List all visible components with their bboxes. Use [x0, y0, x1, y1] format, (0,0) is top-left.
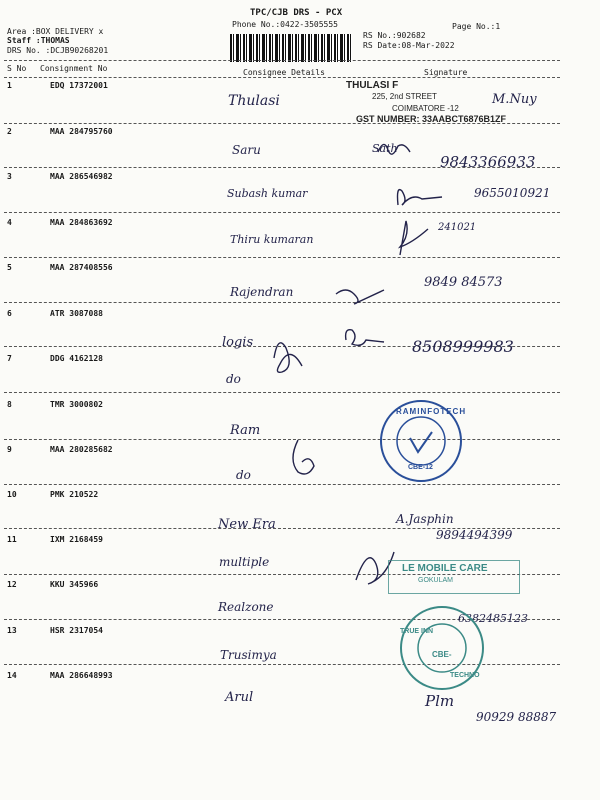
row-10-consignment: PMK 210522 [50, 490, 99, 499]
signature-note-14a: Plm [425, 692, 455, 710]
row-14-consignment: MAA 286648993 [50, 671, 113, 680]
consignee-name-9a: Ram [230, 423, 261, 438]
rs-date: RS Date:08-Mar-2022 [363, 41, 455, 50]
signature-note-1: M.Nuy [492, 92, 537, 107]
consignee-name-9b: do [236, 468, 251, 482]
staff-field: Staff :THOMAS [7, 36, 70, 45]
true-innovation-ring-text: TRUE INN [400, 628, 434, 635]
mobile-care-subtitle: GOKULAM [418, 577, 454, 584]
signature-note-2b: 9843366933 [440, 153, 536, 171]
column-header-sno: S No [7, 64, 27, 73]
thulasi-stamp-gst: GST NUMBER: 33AABCT6876B1ZF [356, 114, 507, 124]
consignee-name-1: Thulasi [228, 93, 280, 109]
signature-note-10a: A.Jasphin [396, 512, 454, 526]
scribble-row2 [378, 144, 410, 154]
thulasi-stamp-address: 225, 2nd STREET [372, 92, 437, 101]
column-header-consignment: Consignment No [40, 64, 108, 73]
row-4-consignment: MAA 284863692 [50, 218, 113, 227]
row-14-sno: 14 [7, 671, 17, 680]
true-innovation-code: CBE- [432, 650, 452, 659]
document-title: TPC/CJB DRS - PCX [250, 8, 343, 18]
consignee-name-11: multiple [219, 555, 270, 569]
row-11-sno: 11 [7, 535, 17, 544]
row-3-sno: 3 [7, 172, 12, 181]
scribble-row6 [274, 343, 302, 372]
mobile-care-title: LE MOBILE CARE [402, 563, 488, 574]
page-number: Page No.:1 [452, 22, 501, 31]
row-6-sno: 6 [7, 309, 12, 318]
row-4-sno: 4 [7, 218, 12, 227]
scribble-row6b [346, 330, 384, 346]
consignee-name-3: Subash kumar [227, 187, 308, 200]
row-8-consignment: TMR 3000802 [50, 400, 103, 409]
row-2-consignment: MAA 284795760 [50, 127, 113, 136]
phone-number: Phone No.:0422-3505555 [232, 20, 338, 29]
row-10-sno: 10 [7, 490, 17, 499]
signature-note-6: 8508999983 [412, 337, 514, 356]
rs-number: RS No.:902682 [363, 31, 426, 40]
consignee-name-4: Thiru kumaran [230, 233, 314, 246]
raminfotech-code: CBE-12 [408, 464, 433, 471]
signature-note-3: 9655010921 [474, 186, 551, 200]
column-header-signature: Signature [424, 68, 468, 77]
thulasi-stamp-city: COIMBATORE -12 [392, 104, 459, 113]
row-7-consignment: DDG 4162128 [50, 354, 103, 363]
true-innovation-ring-text-2: TECHNO [450, 672, 480, 679]
consignee-name-6: logis [222, 335, 254, 350]
consignee-name-7: do [226, 372, 241, 386]
raminfotech-ring-text: RAMINFOTECH [396, 407, 467, 416]
row-11-consignment: IXM 2168459 [50, 535, 103, 544]
signature-note-5: 9849 84573 [424, 275, 503, 290]
scribble-row5 [336, 290, 384, 304]
row-12-sno: 12 [7, 580, 17, 589]
signature-note-10b: 9894494399 [436, 528, 513, 542]
area-field: Area :BOX DELIVERY x [7, 27, 104, 36]
drs-number: DRS No. :DCJB90268201 [7, 46, 109, 55]
row-3-consignment: MAA 286546982 [50, 172, 113, 181]
row-1-sno: 1 [7, 81, 12, 90]
consignee-name-14: Arul [225, 690, 254, 705]
row-8-sno: 8 [7, 400, 12, 409]
signature-note-12: 6382485123 [458, 612, 528, 625]
signature-note-14b: 90929 88887 [476, 710, 557, 724]
row-12-consignment: KKU 345966 [50, 580, 99, 589]
consignee-name-10: New Era [218, 517, 276, 532]
row-9-consignment: MAA 280285682 [50, 445, 113, 454]
consignee-name-5: Rajendran [230, 285, 294, 299]
row-5-consignment: MAA 287408556 [50, 263, 113, 272]
row-1-consignment: EDQ 17372001 [50, 81, 108, 90]
signature-note-4: 241021 [438, 222, 477, 233]
scribble-row9 [293, 440, 314, 474]
consignee-name-13: Trusimya [220, 648, 277, 662]
scribble-row3 [398, 190, 443, 205]
row-9-sno: 9 [7, 445, 12, 454]
row-6-consignment: ATR 3087088 [50, 309, 103, 318]
signature-note-2a: Sath [372, 142, 398, 155]
row-13-consignment: HSR 2317054 [50, 626, 103, 635]
thulasi-stamp-name: THULASI F [346, 80, 399, 91]
row-13-sno: 13 [7, 626, 17, 635]
row-2-sno: 2 [7, 127, 12, 136]
row-5-sno: 5 [7, 263, 12, 272]
row-7-sno: 7 [7, 354, 12, 363]
scribble-row4 [400, 221, 428, 255]
column-header-consignee: Consignee Details [243, 68, 325, 77]
consignee-name-2: Saru [232, 143, 261, 157]
consignee-name-12: Realzone [218, 600, 274, 614]
